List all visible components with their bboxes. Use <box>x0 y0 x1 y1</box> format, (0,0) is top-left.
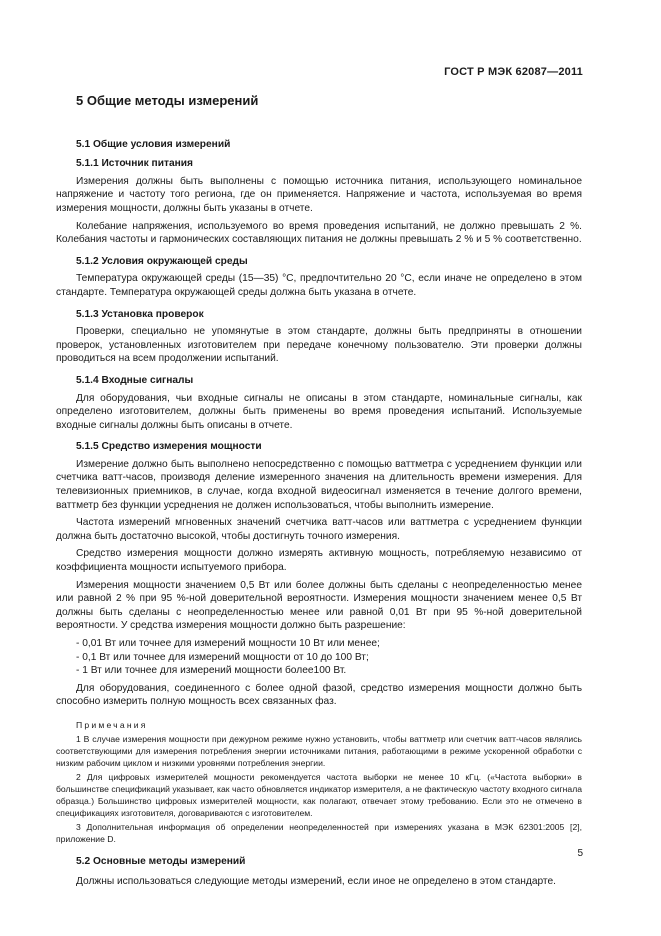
list-item: - 0,1 Вт или точнее для измерений мощности от 10 до 100 Вт; <box>76 651 369 663</box>
list-item: - 0,01 Вт или точнее для измерений мощности 10 Вт или менее; <box>76 638 380 649</box>
paragraph: Средство измерения мощности должно измерять активную мощность, потребляемую независимо от коэффициента мощности испытуемого прибора. <box>56 548 582 574</box>
page-content <box>56 94 582 892</box>
list-item: - 1 Вт или точнее для измерений мощности более100 Вт. <box>76 665 347 677</box>
paragraph: Частота измерений мгновенных значений счетчика ватт-часов или ваттметра с усреднением функции должна быть достаточно высокой, чтобы достигнуть точного измерения. <box>56 517 582 542</box>
paragraph: Температура окружающей среды (15—35) °С, предпочтительно 20 °С, если иначе не определено в этом стандарте. Температура окружающей среды должна быть указана в отчете. <box>56 273 582 298</box>
clause-title: 5.1.3 Установка проверок <box>76 308 204 320</box>
page-number: 5 <box>577 848 583 859</box>
section-title: 5 Общие методы измерений <box>76 93 259 108</box>
paragraph: Колебание напряжения, используемого во время проведения испытаний, не должно превышать 2 %. Колебания частоты и гармонических составляющих питания не должны превышать 2 % и 5 % соответственно. <box>56 220 582 246</box>
paragraph: Измерение должно быть выполнено непосредственно с помощью ваттметра с усреднением функции или счетчика ватт-часов, производя деление измеренного значения на длительность времени измерения. Для телевизионных приемников, в случае, когда входной видеосигнал изменяется в течение долгого времени, ваттметр без функции усреднения не должен использоваться, чтобы выполнить измерение. <box>56 458 582 511</box>
notes-title: Примечания <box>76 719 148 730</box>
note-item: 1 В случае измерения мощности при дежурном режиме нужно установить, чтобы ваттметр или счетчик ватт-часов являлись соответствующими для измерения потребления энергии источниками питания, работающими в режиме ускоренной обработки с низким рабочим циклом и низкими уровнями потребления энергии. <box>56 733 582 768</box>
resolution-list <box>56 637 582 678</box>
clause-title: 5.1.1 Источник питания <box>76 158 193 170</box>
notes-block <box>56 719 582 845</box>
note-item: 3 Дополнительная информация об определении неопределенностей при измерениях указана в МЭК 62301:2005 [2], приложение D. <box>56 821 582 844</box>
subsection-title: 5.1 Общие условия измерений <box>76 138 231 150</box>
paragraph: Для оборудования, чьи входные сигналы не описаны в этом стандарте, номинальные сигналы, как определено изготовителем, должны быть применены во время проведения испытаний. Используемые входные сигналы должны быть описаны в отчете. <box>56 392 582 431</box>
note-item: 2 Для цифровых измерителей мощности рекомендуется частота выборки не менее 10 кГц. («Частота выборки» в большинстве спецификаций указывает, как часто обновляется индикатор измерителя, а не фактическую частоту входного сигнала образца.) Большинство цифровых измерителей мощности, как полагают, отвечает этому требованию. Если это не отмечено в спецификациях изготовителя, договариваются с изготовителем. <box>56 771 582 818</box>
clause-title: 5.1.5 Средство измерения мощности <box>76 441 262 453</box>
paragraph: Проверки, специально не упомянутые в этом стандарте, должны быть предприняты в отношении проверок, установленных изготовителем при передаче конечному пользователю. Эти проверки должны проводиться на всем продолжении испытаний. <box>56 326 582 365</box>
document-header: ГОСТ Р МЭК 62087—2011 <box>444 66 583 78</box>
clause-title: 5.1.4 Входные сигналы <box>76 374 194 386</box>
paragraph: Для оборудования, соединенного с более одной фазой, средство измерения мощности должно быть способно измерить полную мощность всех связанных фаз. <box>56 682 582 708</box>
clause-title: 5.1.2 Условия окружающей среды <box>76 255 248 267</box>
paragraph: Измерения должны быть выполнены с помощью источника питания, использующего номинальное напряжение и частоту того региона, где он применяется. Напряжение и частота, используемая во время измерения мощности, должны быть указаны в отчете. <box>56 175 582 214</box>
subsection-title: 5.2 Основные методы измерений <box>76 855 246 867</box>
paragraph: Должны использоваться следующие методы измерений, если иное не определено в этом стандарте. <box>76 875 556 887</box>
paragraph: Измерения мощности значением 0,5 Вт или более должны быть сделаны с неопределенностью менее или равной 2 % при 95 %-ной доверительной вероятности. Измерения мощности значением менее 0,5 Вт должны быть сделаны с неопределенностью менее или равной 0,01 Вт при 95 %-ной доверительной вероятности. У средства измерения мощности должно быть разрешение: <box>56 579 582 632</box>
